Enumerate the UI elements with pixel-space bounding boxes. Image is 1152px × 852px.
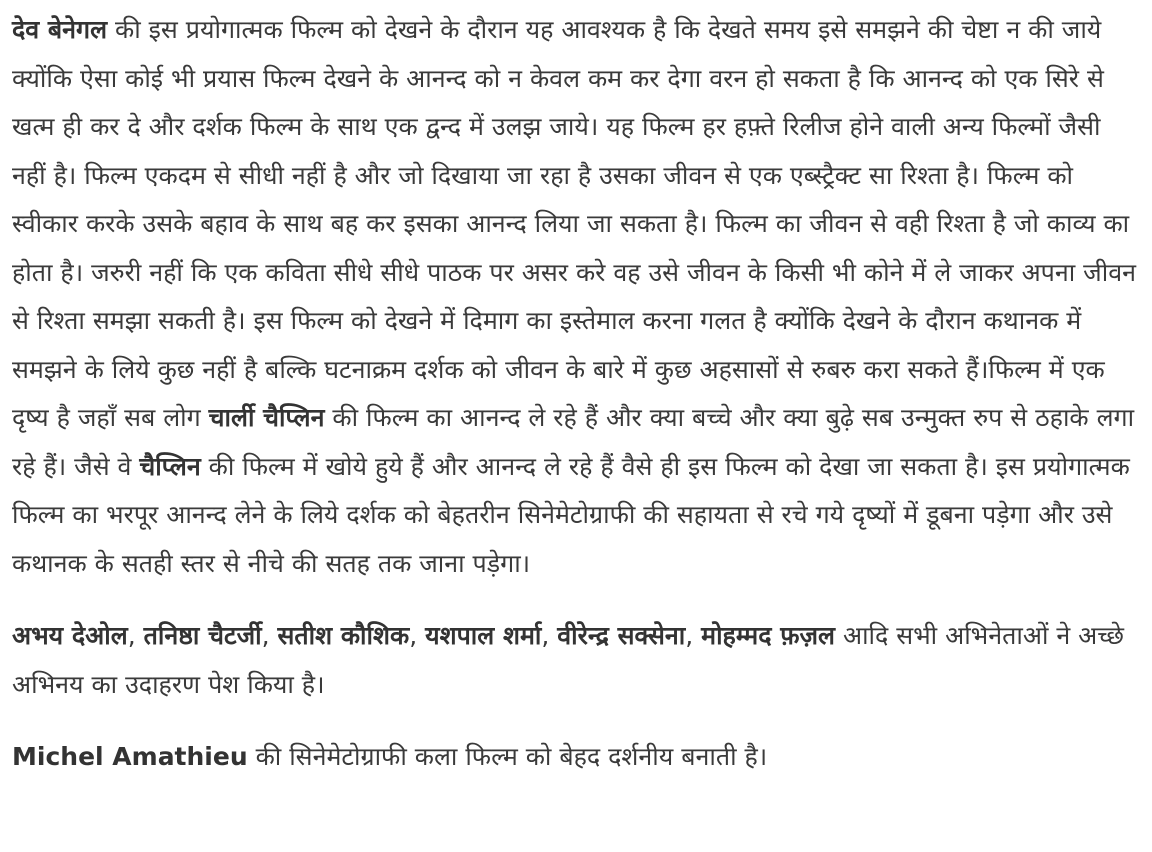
- review-text-2: की फिल्म का आनन्द ले रहे हैं और क्या बच्चे और क्या बुढ़े सब उन्मुक्त रुप से ठहाके लगा रहे हैं। जैसे वे: [12, 403, 1135, 481]
- cast-separator: ,: [409, 621, 426, 650]
- director-name: देव बेनेगल: [12, 15, 108, 44]
- cast-separator: ,: [261, 621, 278, 650]
- cinematographer-name: Michel Amathieu: [12, 742, 248, 771]
- actor-name: यशपाल शर्मा: [425, 621, 542, 650]
- actor-name: वीरेन्द्र सक्सेना: [557, 621, 686, 650]
- review-text-1: की इस प्रयोगात्मक फिल्म को देखने के दौरान यह आवश्यक है कि देखते समय इसे समझने की चेष्टा न की जाये क्योंकि ऐसा कोई भी प्रयास फिल्म देखने के आनन्द को न केवल कम कर देगा वरन हो सकता है कि आनन्द को एक सिरे से खत्म ही कर दे और दर्शक फिल्म के साथ एक द्वन्द में उलझ जाये। यह फिल्म हर हफ़्ते रिलीज होने वाली अन्य फिल्मों जैसी नहीं है। फिल्म एकदम से सीधी नहीं है और जो दिखाया जा रहा है उसका जीवन से एक एब्स्ट्रैक्ट सा रिश्ता है। फिल्म को स्वीकार करके उसके बहाव के साथ बह कर इसका आनन्द लिया जा सकता है। फिल्म का जीवन से वही रिश्ता है जो काव्य का होता है। जरुरी नहीं कि एक कविता सीधे सीधे पाठक पर असर करे वह उसे जीवन के किसी भी कोने में ले जाकर अपना जीवन से रिश्ता समझा सकती है। इस फिल्म को देखने में दिमाग का इस्तेमाल करना गलत है क्योंकि देखने के दौरान कथानक में समझने के लिये कुछ नहीं है बल्कि घटनाक्रम दर्शक को जीवन के बारे में कुछ अहसासों से रुबरु करा सकते हैं।फिल्म में एक दृष्य है जहाँ सब लोग: [12, 15, 1136, 432]
- cast-text: आदि सभी अभिनेताओं ने अच्छे अभिनय का उदाहरण पेश किया है।: [12, 621, 1125, 699]
- cast-separator: ,: [541, 621, 558, 650]
- actor-name: सतीश कौशिक: [277, 621, 410, 650]
- cast-separator: ,: [127, 621, 144, 650]
- chaplin-name: चैप्लिन: [139, 451, 201, 481]
- cinematography-text: की सिनेमेटोग्राफी कला फिल्म को बेहद दर्शनीय बनाती है।: [247, 742, 768, 771]
- chaplin-full-name: चार्ली चैप्लिन: [208, 403, 325, 432]
- review-text-3: की फिल्म में खोये हुये हैं और आनन्द ले रहे हैं वैसे ही इस फिल्म को देखा जा सकता है। इस प्रयोगात्मक फिल्म का भरपूर आनन्द लेने के लिये दर्शक को बेहतरीन सिनेमेटोग्राफी की सहायता से रचे गये दृष्यों में डूबना पड़ेगा और उसे कथानक के सतही स्तर से नीचे की सतह तक जाना पड़ेगा।: [12, 451, 1130, 578]
- actor-name: तनिष्ठा चैटर्जी: [143, 621, 262, 650]
- actor-name: अभय देओल: [12, 621, 128, 650]
- cast-separator: ,: [685, 621, 702, 650]
- paragraph-cast: [12, 612, 1142, 709]
- paragraph-review: [12, 6, 1142, 588]
- article-body: [12, 6, 1142, 806]
- paragraph-cinematography: [12, 733, 1142, 782]
- actor-name: मोहम्मद फ़ज़ल: [701, 621, 836, 650]
